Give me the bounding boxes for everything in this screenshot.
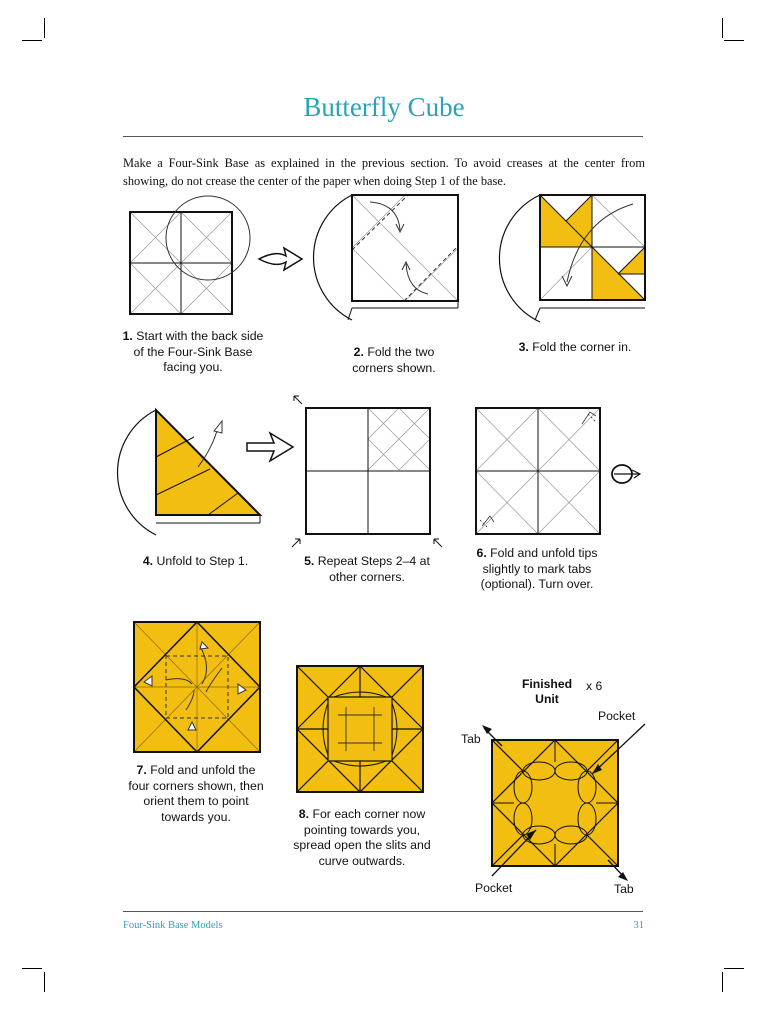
step-3-caption bbox=[505, 340, 645, 356]
page-title: Butterfly Cube bbox=[303, 92, 465, 122]
step-3-diagram bbox=[505, 190, 655, 340]
crop-mark bbox=[44, 18, 45, 38]
step-2-diagram bbox=[318, 190, 468, 340]
arrow-icon bbox=[244, 430, 296, 464]
step-1-caption bbox=[118, 329, 268, 376]
step-2-caption bbox=[334, 345, 454, 376]
arrow-icon bbox=[256, 244, 306, 274]
page-number: 31 bbox=[633, 920, 644, 931]
step-5-caption bbox=[302, 554, 432, 585]
step-7-caption bbox=[126, 763, 266, 825]
tab-label-left: Tab bbox=[461, 732, 481, 746]
title-rule bbox=[123, 136, 643, 137]
finished-label-line2: Unit bbox=[535, 692, 559, 706]
crop-mark bbox=[724, 968, 744, 969]
step-7-diagram bbox=[130, 618, 265, 758]
footer-rule bbox=[123, 911, 643, 912]
step-text: Start with the back side of the Four-Sink Base facing you. bbox=[133, 329, 264, 374]
step-text: Repeat Steps 2–4 at other corners. bbox=[317, 554, 430, 584]
finished-unit-diagram bbox=[462, 700, 657, 885]
step-text: Fold the two corners shown. bbox=[352, 345, 436, 375]
tab-label-bottom: Tab bbox=[614, 882, 634, 896]
step-number: 8. bbox=[298, 807, 310, 821]
step-text: Unfold to Step 1. bbox=[156, 554, 249, 568]
pocket-label-top: Pocket bbox=[598, 709, 636, 723]
step-8-diagram bbox=[294, 663, 429, 798]
step-text: Fold and unfold the four corners shown, then orient them to point towards you. bbox=[128, 763, 264, 824]
step-number: 1. bbox=[122, 329, 133, 343]
step-5-diagram bbox=[290, 393, 450, 553]
step-number: 5. bbox=[304, 554, 315, 568]
crop-mark bbox=[722, 18, 723, 38]
finished-count: x 6 bbox=[586, 679, 603, 693]
crop-mark bbox=[722, 972, 723, 992]
step-text: Fold and unfold tips slightly to mark tabs (optional). Turn over. bbox=[480, 546, 598, 591]
pocket-label-bottom: Pocket bbox=[475, 881, 513, 895]
step-number: 6. bbox=[476, 546, 487, 560]
crop-mark bbox=[44, 972, 45, 992]
intro-paragraph: Make a Four-Sink Base as explained in the previous section. To avoid creases at the center from showing, do not crease the center of the paper when doing Step 1 of the base. bbox=[123, 156, 645, 188]
step-1-diagram bbox=[120, 190, 260, 322]
step-number: 4. bbox=[142, 554, 154, 568]
crop-mark bbox=[22, 968, 42, 969]
footer-section: Four-Sink Base Models bbox=[123, 920, 223, 931]
step-6-diagram bbox=[470, 400, 650, 545]
step-4-diagram bbox=[118, 405, 268, 555]
step-4-caption bbox=[128, 554, 263, 570]
step-number: 7. bbox=[136, 763, 147, 777]
step-6-caption bbox=[472, 546, 602, 593]
step-text: For each corner now pointing towards you, spread open the slits and curve outwards. bbox=[293, 807, 431, 868]
crop-mark bbox=[724, 40, 744, 41]
finished-label-line1: Finished bbox=[521, 677, 573, 691]
step-8-caption bbox=[288, 807, 436, 869]
step-number: 2. bbox=[353, 345, 364, 359]
crop-mark bbox=[22, 40, 42, 41]
step-number: 3. bbox=[518, 340, 529, 354]
step-text: Fold the corner in. bbox=[532, 340, 632, 354]
